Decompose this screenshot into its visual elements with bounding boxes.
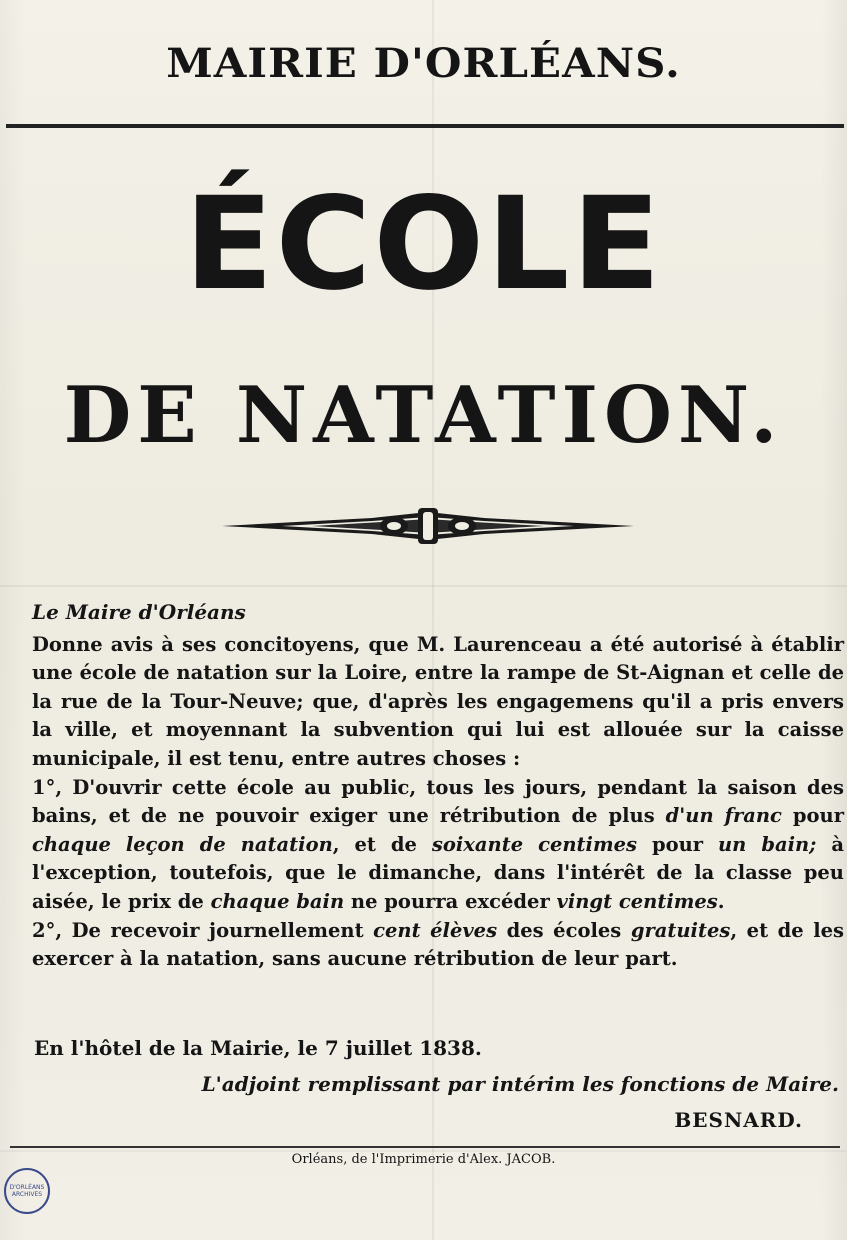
item-1-price-bath: soixante centimes: [431, 832, 637, 856]
archive-stamp-icon: [4, 1168, 50, 1214]
notice-body: [32, 598, 844, 974]
top-rule: [6, 124, 844, 128]
printer-imprint: Orléans, de l'Imprimerie d'Alex. JACOB.: [291, 1152, 556, 1167]
fold-crease-horizontal: [0, 585, 847, 587]
item-2-text-c: , et de les exercer à la natation, sans aucune rétribution de leur part.: [32, 918, 845, 971]
item-2-students: cent élèves: [373, 918, 498, 942]
item-1-text-e: à l'exception, toutefois, que le dimanche, dans l'intérêt de la classe peu aisée, le prix de: [32, 832, 844, 913]
salutation: Le Maire d'Orléans: [32, 600, 246, 624]
item-1-each-bath: chaque bain: [210, 889, 345, 913]
item-2-free: gratuites: [630, 918, 731, 942]
item-1: [32, 774, 844, 917]
item-1-end: .: [717, 889, 725, 913]
item-1-price-lesson: d'un franc: [665, 804, 782, 828]
item-1-sunday-price: vingt centimes: [556, 889, 718, 913]
closing-place-date: En l'hôtel de la Mairie, le 7 juillet 1838.: [34, 1036, 482, 1060]
closing-role: L'adjoint remplissant par intérim les fonctions de Maire.: [201, 1072, 839, 1096]
item-1-text-f: ne pourra excéder: [344, 889, 557, 913]
poster-title-line2: DE NATATION.: [63, 370, 784, 461]
item-1-lesson: chaque leçon de natation: [32, 832, 333, 856]
item-1-text-a: 1°, D'ouvrir cette école au public, tous les jours, pendant la saison des bains, et de ne pouvoir exiger une rétribution de plus: [32, 775, 844, 828]
item-2: [32, 917, 844, 974]
paragraph-notice: Donne avis à ses concitoyens, que M. Laurenceau a été autorisé à établir une école de natation sur la Loire, entre la rampe de St-Aignan et celle de la rue de la Tour-Neuve; que, d'après les engagemens qu'il a pris envers la ville, et moyennant la subvention qui lui est allouée sur la caisse municipale, il est tenu, entre autres choses :: [32, 632, 844, 770]
signature: BESNARD.: [674, 1108, 803, 1132]
poster-header: MAIRIE D'ORLÉANS.: [166, 40, 681, 87]
item-1-text-b: pour: [781, 804, 844, 828]
poster-title-line1: ÉCOLE: [184, 170, 663, 319]
item-2-text-b: des écoles: [497, 918, 631, 942]
item-1-bath: un bain;: [718, 832, 817, 856]
item-1-text-d: pour: [636, 832, 718, 856]
stamp-text: D'ORLÉANS ARCHIVES: [9, 1184, 45, 1198]
item-1-text-c: , et de: [332, 832, 432, 856]
item-2-text-a: 2°, De recevoir journellement: [32, 918, 374, 942]
ornament-icon: [222, 502, 634, 550]
bottom-rule: [10, 1146, 840, 1148]
